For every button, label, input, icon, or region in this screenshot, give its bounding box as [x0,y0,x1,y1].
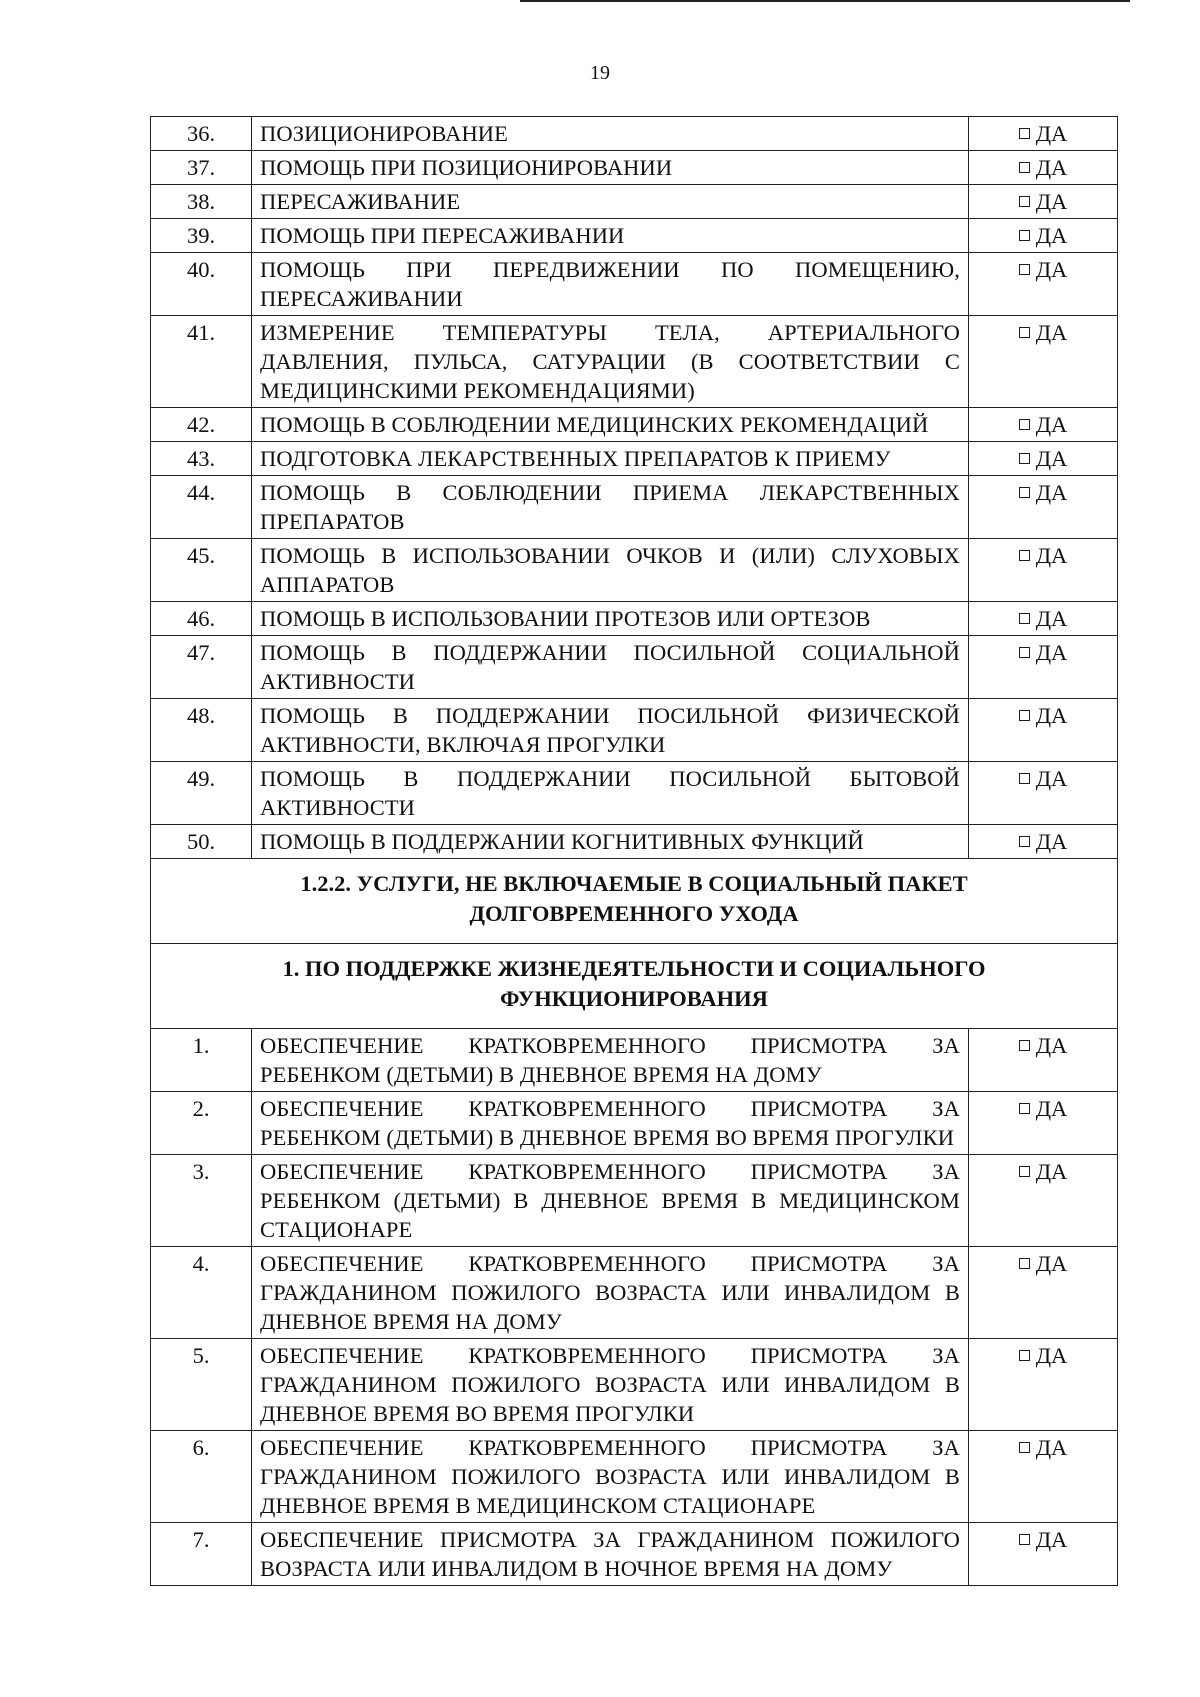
yes-checkbox[interactable] [969,1339,1118,1431]
table-row [151,1523,1118,1586]
service-description: ИЗМЕРЕНИЕ ТЕМПЕРАТУРЫ ТЕЛА, АРТЕРИАЛЬНОГО ДАВЛЕНИЯ, ПУЛЬСА, САТУРАЦИИ (В СООТВЕТСТВИИ С МЕДИЦИНСКИМИ РЕКОМЕНДАЦИЯМИ) [252,316,969,408]
yes-checkbox[interactable] [969,117,1118,151]
checkbox-icon [1019,1258,1030,1269]
table-row [151,316,1118,408]
yes-label: ДА [1035,1159,1068,1184]
service-description: ОБЕСПЕЧЕНИЕ КРАТКОВРЕМЕННОГО ПРИСМОТРА ЗА ГРАЖДАНИНОМ ПОЖИЛОГО ВОЗРАСТА ИЛИ ИНВАЛИДОМ В ДНЕВНОЕ ВРЕМЯ НА ДОМУ [252,1247,969,1339]
service-description: ОБЕСПЕЧЕНИЕ ПРИСМОТРА ЗА ГРАЖДАНИНОМ ПОЖИЛОГО ВОЗРАСТА ИЛИ ИНВАЛИДОМ В НОЧНОЕ ВРЕМЯ НА ДОМУ [252,1523,969,1586]
yes-label: ДА [1035,121,1068,146]
row-number: 2. [151,1092,252,1155]
services-table [150,116,1118,1586]
yes-checkbox[interactable] [969,408,1118,442]
services-group-a [151,117,1118,859]
yes-label: ДА [1035,1435,1068,1460]
table-row [151,539,1118,602]
service-description: ОБЕСПЕЧЕНИЕ КРАТКОВРЕМЕННОГО ПРИСМОТРА ЗА ГРАЖДАНИНОМ ПОЖИЛОГО ВОЗРАСТА ИЛИ ИНВАЛИДОМ В ДНЕВНОЕ ВРЕМЯ В МЕДИЦИНСКОМ СТАЦИОНАРЕ [252,1431,969,1523]
checkbox-icon [1019,1534,1030,1545]
yes-checkbox[interactable] [969,476,1118,539]
checkbox-icon [1019,647,1030,658]
row-number: 38. [151,185,252,219]
yes-checkbox[interactable] [969,219,1118,253]
checkbox-icon [1019,1103,1030,1114]
yes-checkbox[interactable] [969,699,1118,762]
row-number: 40. [151,253,252,316]
yes-label: ДА [1035,480,1068,505]
service-description: ПОМОЩЬ В ПОДДЕРЖАНИИ ПОСИЛЬНОЙ ФИЗИЧЕСКОЙ АКТИВНОСТИ, ВКЛЮЧАЯ ПРОГУЛКИ [252,699,969,762]
yes-label: ДА [1035,320,1068,345]
table-row [151,636,1118,699]
table-row [151,219,1118,253]
row-number: 3. [151,1155,252,1247]
table-row [151,1155,1118,1247]
row-number: 36. [151,117,252,151]
yes-checkbox[interactable] [969,825,1118,859]
section-heading-group [151,859,1118,1029]
yes-label: ДА [1035,703,1068,728]
yes-label: ДА [1035,223,1068,248]
table-row [151,476,1118,539]
checkbox-icon [1019,613,1030,624]
yes-checkbox[interactable] [969,442,1118,476]
checkbox-icon [1019,162,1030,173]
service-description: ПОМОЩЬ ПРИ ПЕРЕСАЖИВАНИИ [252,219,969,253]
service-description: ПОМОЩЬ В ПОДДЕРЖАНИИ ПОСИЛЬНОЙ БЫТОВОЙ АКТИВНОСТИ [252,762,969,825]
service-description: ОБЕСПЕЧЕНИЕ КРАТКОВРЕМЕННОГО ПРИСМОТРА ЗА ГРАЖДАНИНОМ ПОЖИЛОГО ВОЗРАСТА ИЛИ ИНВАЛИДОМ В ДНЕВНОЕ ВРЕМЯ ВО ВРЕМЯ ПРОГУЛКИ [252,1339,969,1431]
page-number: 19 [590,62,610,84]
yes-checkbox[interactable] [969,636,1118,699]
row-number: 39. [151,219,252,253]
table-row [151,1092,1118,1155]
yes-label: ДА [1035,1343,1068,1368]
checkbox-icon [1019,550,1030,561]
checkbox-icon [1019,487,1030,498]
table-row [151,1339,1118,1431]
service-description: ОБЕСПЕЧЕНИЕ КРАТКОВРЕМЕННОГО ПРИСМОТРА ЗА РЕБЕНКОМ (ДЕТЬМИ) В ДНЕВНОЕ ВРЕМЯ НА ДОМУ [252,1029,969,1092]
service-description: ОБЕСПЕЧЕНИЕ КРАТКОВРЕМЕННОГО ПРИСМОТРА ЗА РЕБЕНКОМ (ДЕТЬМИ) В ДНЕВНОЕ ВРЕМЯ В МЕДИЦИНСКОМ СТАЦИОНАРЕ [252,1155,969,1247]
checkbox-icon [1019,419,1030,430]
yes-checkbox[interactable] [969,316,1118,408]
row-number: 41. [151,316,252,408]
yes-label: ДА [1035,766,1068,791]
checkbox-icon [1019,1040,1030,1051]
service-description: ПОМОЩЬ ПРИ ПОЗИЦИОНИРОВАНИИ [252,151,969,185]
row-number: 49. [151,762,252,825]
table-row [151,408,1118,442]
table-row [151,117,1118,151]
subsection-heading: 1. ПО ПОДДЕРЖКЕ ЖИЗНЕДЕЯТЕЛЬНОСТИ И СОЦИАЛЬНОГО ФУНКЦИОНИРОВАНИЯ [151,944,1118,1029]
checkbox-icon [1019,128,1030,139]
yes-checkbox[interactable] [969,1431,1118,1523]
row-number: 50. [151,825,252,859]
row-number: 42. [151,408,252,442]
row-number: 6. [151,1431,252,1523]
row-number: 4. [151,1247,252,1339]
section-heading-row [151,859,1118,944]
yes-checkbox[interactable] [969,762,1118,825]
service-description: ПОЗИЦИОНИРОВАНИЕ [252,117,969,151]
yes-label: ДА [1035,257,1068,282]
yes-checkbox[interactable] [969,1247,1118,1339]
yes-checkbox[interactable] [969,185,1118,219]
row-number: 43. [151,442,252,476]
table-row [151,1029,1118,1092]
section-heading: 1.2.2. УСЛУГИ, НЕ ВКЛЮЧАЕМЫЕ В СОЦИАЛЬНЫЙ ПАКЕТ ДОЛГОВРЕМЕННОГО УХОДА [151,859,1118,944]
table-row [151,602,1118,636]
row-number: 45. [151,539,252,602]
yes-label: ДА [1035,155,1068,180]
yes-label: ДА [1035,1251,1068,1276]
checkbox-icon [1019,773,1030,784]
service-description: ПОМОЩЬ В СОБЛЮДЕНИИ ПРИЕМА ЛЕКАРСТВЕННЫХ ПРЕПАРАТОВ [252,476,969,539]
header-rule [520,0,1130,2]
service-description: ПОДГОТОВКА ЛЕКАРСТВЕННЫХ ПРЕПАРАТОВ К ПРИЕМУ [252,442,969,476]
row-number: 46. [151,602,252,636]
checkbox-icon [1019,264,1030,275]
checkbox-icon [1019,196,1030,207]
service-description: ПОМОЩЬ В СОБЛЮДЕНИИ МЕДИЦИНСКИХ РЕКОМЕНДАЦИЙ [252,408,969,442]
yes-checkbox[interactable] [969,253,1118,316]
services-group-b [151,1029,1118,1586]
yes-label: ДА [1035,189,1068,214]
table-row [151,442,1118,476]
yes-label: ДА [1035,1096,1068,1121]
subsection-heading-row [151,944,1118,1029]
yes-checkbox[interactable] [969,151,1118,185]
checkbox-icon [1019,836,1030,847]
checkbox-icon [1019,453,1030,464]
yes-label: ДА [1035,543,1068,568]
service-description: ПОМОЩЬ В ИСПОЛЬЗОВАНИИ ПРОТЕЗОВ ИЛИ ОРТЕЗОВ [252,602,969,636]
checkbox-icon [1019,327,1030,338]
yes-checkbox[interactable] [969,1155,1118,1247]
checkbox-icon [1019,1442,1030,1453]
yes-label: ДА [1035,829,1068,854]
table-row [151,185,1118,219]
row-number: 48. [151,699,252,762]
service-description: ПОМОЩЬ В ПОДДЕРЖАНИИ ПОСИЛЬНОЙ СОЦИАЛЬНОЙ АКТИВНОСТИ [252,636,969,699]
table-row [151,762,1118,825]
yes-checkbox[interactable] [969,539,1118,602]
row-number: 1. [151,1029,252,1092]
checkbox-icon [1019,230,1030,241]
yes-checkbox[interactable] [969,602,1118,636]
yes-checkbox[interactable] [969,1092,1118,1155]
row-number: 47. [151,636,252,699]
service-description: ПОМОЩЬ В ПОДДЕРЖАНИИ КОГНИТИВНЫХ ФУНКЦИЙ [252,825,969,859]
table-row [151,151,1118,185]
yes-label: ДА [1035,640,1068,665]
row-number: 5. [151,1339,252,1431]
row-number: 44. [151,476,252,539]
checkbox-icon [1019,1166,1030,1177]
table-row [151,1431,1118,1523]
yes-label: ДА [1035,446,1068,471]
yes-label: ДА [1035,412,1068,437]
service-description: ПОМОЩЬ ПРИ ПЕРЕДВИЖЕНИИ ПО ПОМЕЩЕНИЮ, ПЕРЕСАЖИВАНИИ [252,253,969,316]
yes-checkbox[interactable] [969,1523,1118,1586]
service-description: ПОМОЩЬ В ИСПОЛЬЗОВАНИИ ОЧКОВ И (ИЛИ) СЛУХОВЫХ АППАРАТОВ [252,539,969,602]
checkbox-icon [1019,1350,1030,1361]
table-row [151,699,1118,762]
table-row [151,1247,1118,1339]
table-row [151,825,1118,859]
table-row [151,253,1118,316]
yes-label: ДА [1035,1033,1068,1058]
yes-checkbox[interactable] [969,1029,1118,1092]
row-number: 37. [151,151,252,185]
row-number: 7. [151,1523,252,1586]
yes-label: ДА [1035,1527,1068,1552]
yes-label: ДА [1035,606,1068,631]
checkbox-icon [1019,710,1030,721]
service-description: ПЕРЕСАЖИВАНИЕ [252,185,969,219]
service-description: ОБЕСПЕЧЕНИЕ КРАТКОВРЕМЕННОГО ПРИСМОТРА ЗА РЕБЕНКОМ (ДЕТЬМИ) В ДНЕВНОЕ ВРЕМЯ ВО ВРЕМЯ ПРОГУЛКИ [252,1092,969,1155]
